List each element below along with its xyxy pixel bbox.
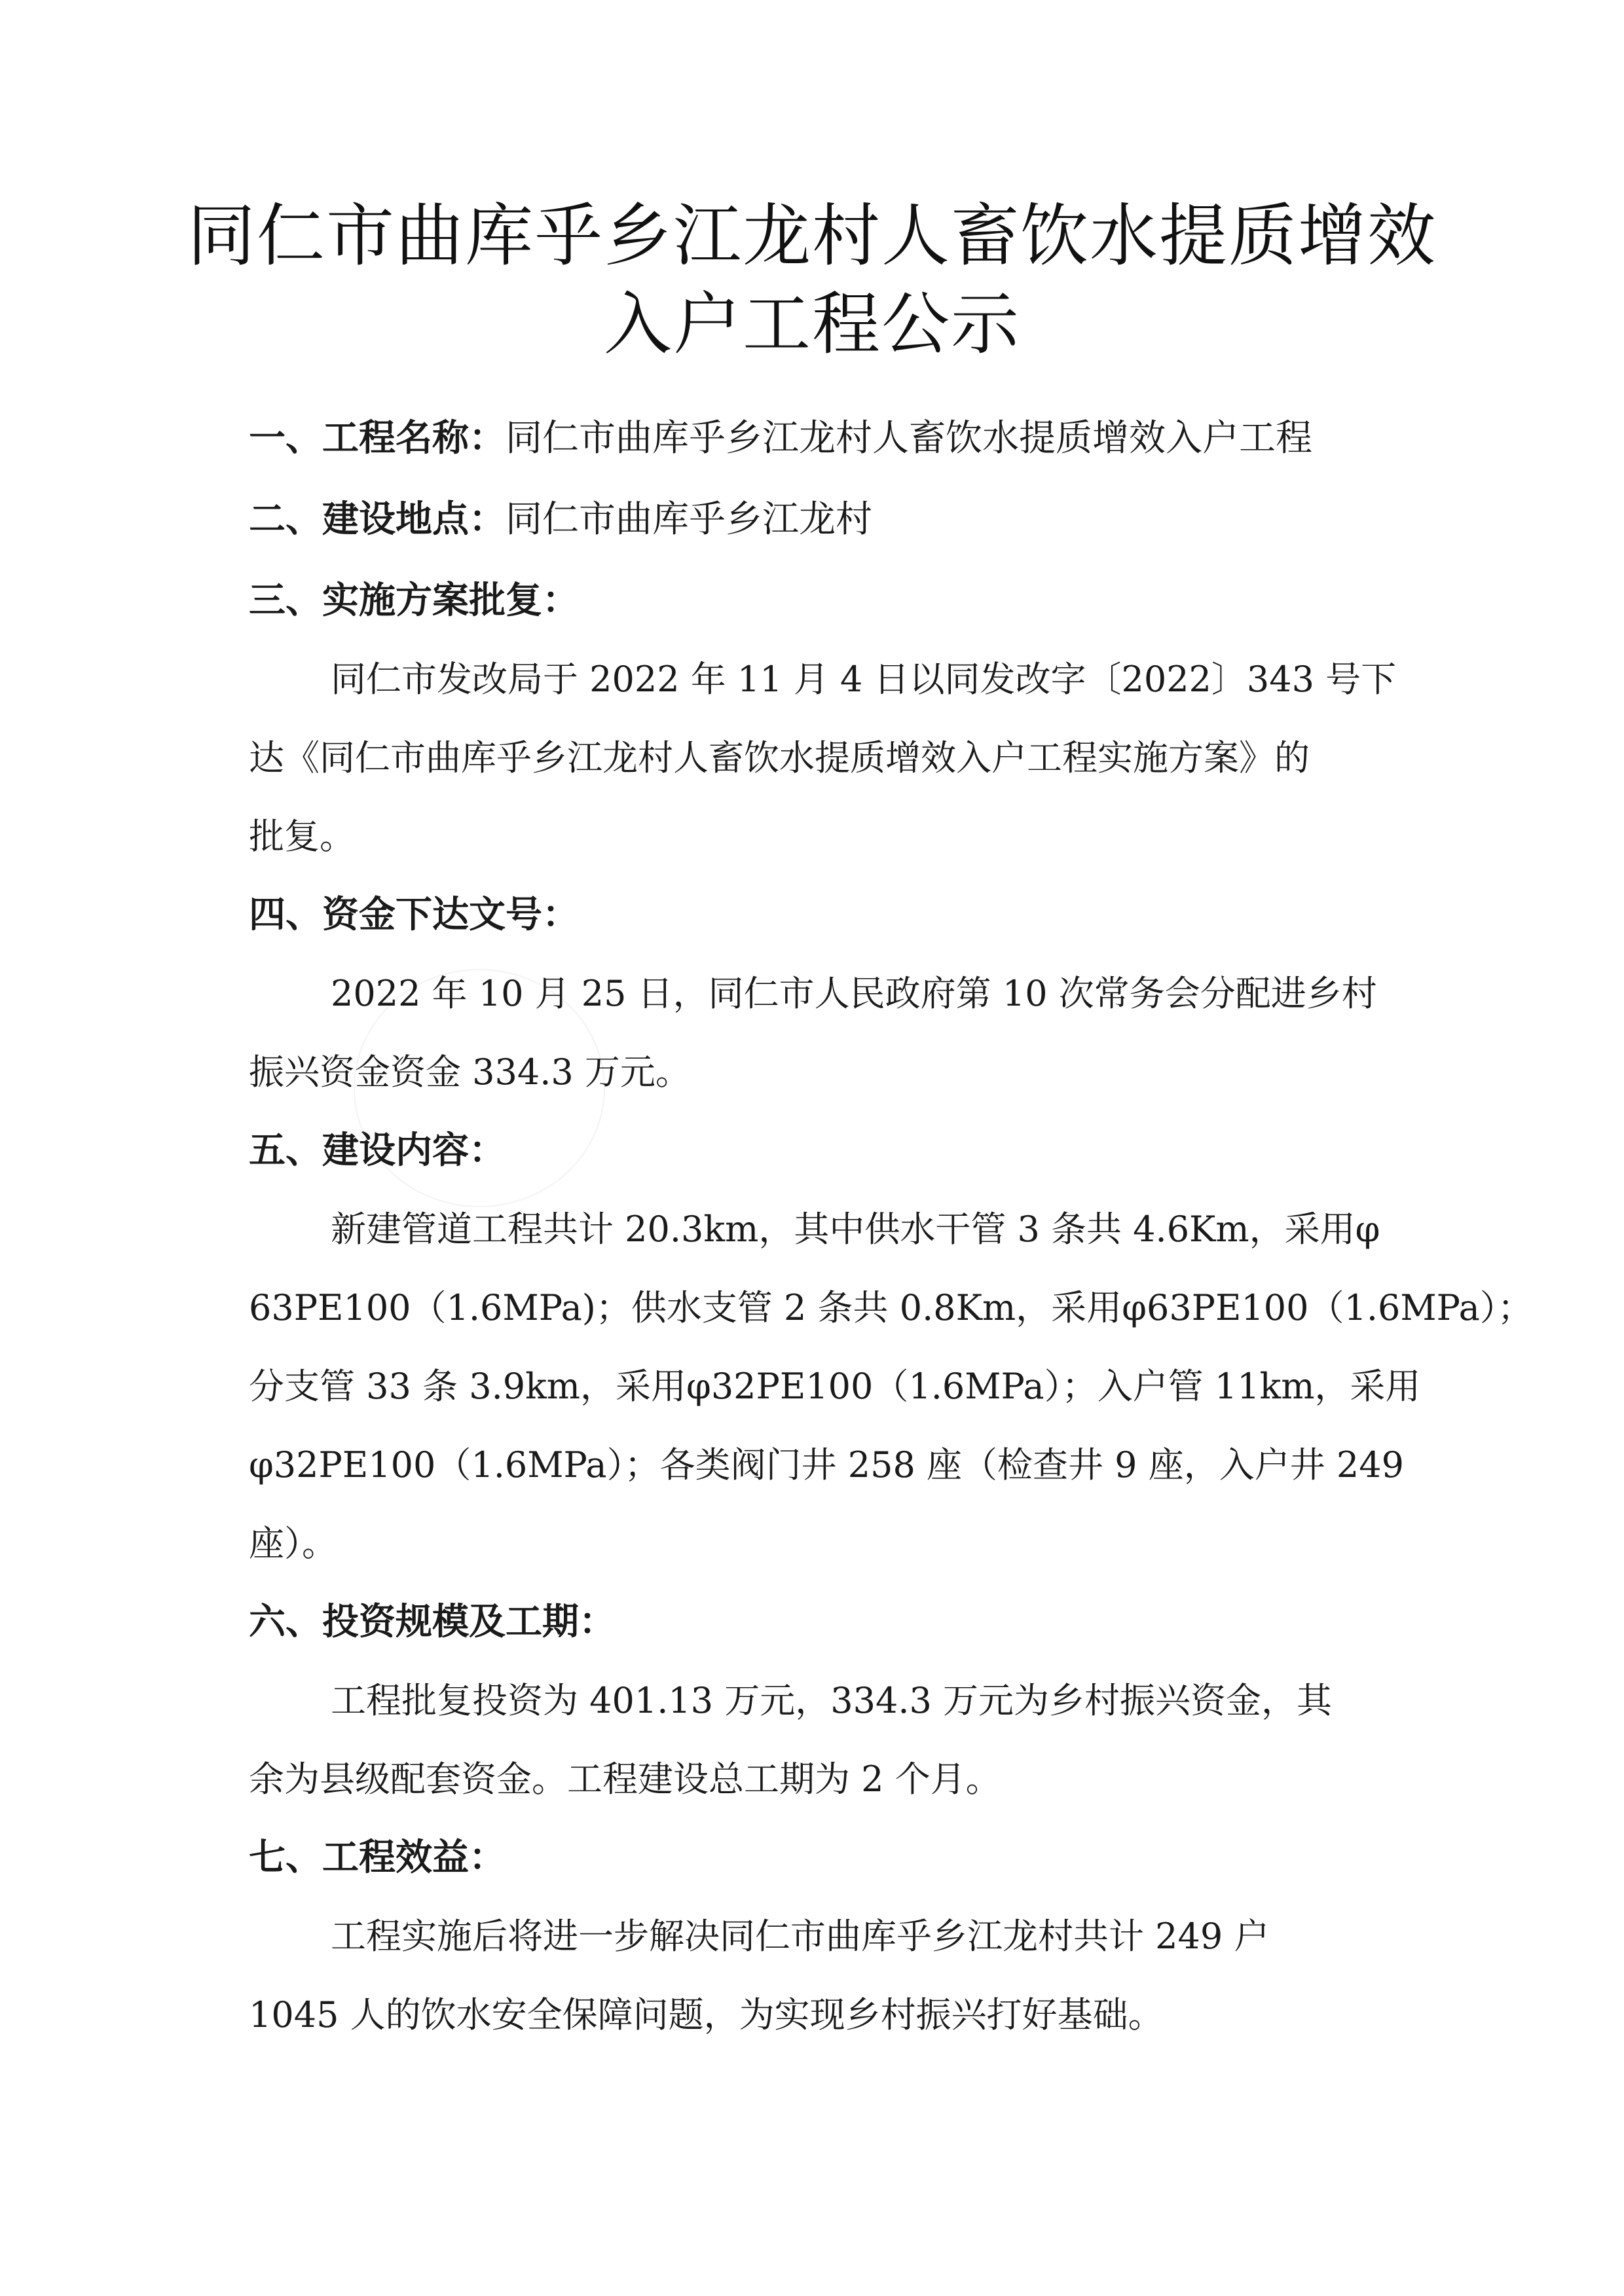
section-heading: 二、建设地点：: [249, 498, 506, 541]
paragraph-line: φ32PE100（1.6MPa）；各类阀门井 258 座（检查井 9 座，入户井 249: [249, 1444, 1404, 1485]
section-plan-approval-heading: 三、实施方案批复：: [249, 579, 579, 622]
paragraph-line: 工程批复投资为 401.13 万元，334.3 万元为乡村振兴资金，其: [331, 1680, 1333, 1721]
section-project-name: [249, 412, 1312, 465]
document-title-line2: 入户工程公示: [603, 284, 1020, 364]
section-benefits-heading: 七、工程效益：: [249, 1836, 506, 1879]
paragraph-line: 分支管 33 条 3.9km，采用φ32PE100（1.6MPa）；入户管 11km，采用: [249, 1366, 1421, 1407]
paragraph-line: 振兴资金资金 334.3 万元。: [249, 1051, 691, 1093]
paragraph-line: 63PE100（1.6MPa)；供水支管 2 条共 0.8Km，采用φ63PE100（1.6MPa）；: [249, 1287, 1533, 1328]
paragraph-line: 座）。: [249, 1523, 337, 1564]
section-construction-content-heading: 五、建设内容：: [249, 1129, 506, 1172]
paragraph-line: 工程实施后将进一步解决同仁市曲库乎乡江龙村共计 249 户: [331, 1916, 1270, 1957]
section-value: 同仁市曲库乎乡江龙村: [506, 498, 872, 541]
paragraph-line: 新建管道工程共计 20.3km，其中供水干管 3 条共 4.6Km，采用φ: [331, 1209, 1380, 1250]
paragraph-line: 同仁市发改局于 2022 年 11 月 4 日以同发改字〔2022〕343 号下: [331, 659, 1397, 700]
paragraph-line: 余为县级配套资金。工程建设总工期为 2 个月。: [249, 1758, 1001, 1800]
paragraph-line: 1045 人的饮水安全保障问题，为实现乡村振兴打好基础。: [249, 1994, 1164, 2035]
document-title-line1: 同仁市曲库乎乡江龙村人畜饮水提质增效: [187, 196, 1437, 276]
paragraph-line: 批复。: [249, 816, 355, 857]
section-heading: 一、工程名称：: [249, 417, 506, 460]
section-funding-doc-heading: 四、资金下达文号：: [249, 894, 579, 936]
section-location: [249, 494, 872, 546]
paragraph-line: 达《同仁市曲库乎乡江龙村人畜饮水提质增效入户工程实施方案》的: [249, 737, 1310, 778]
paragraph-line: 2022 年 10 月 25 日，同仁市人民政府第 10 次常务会分配进乡村: [331, 973, 1377, 1014]
section-investment-heading: 六、投资规模及工期：: [249, 1601, 616, 1643]
section-value: 同仁市曲库乎乡江龙村人畜饮水提质增效入户工程: [506, 417, 1312, 460]
